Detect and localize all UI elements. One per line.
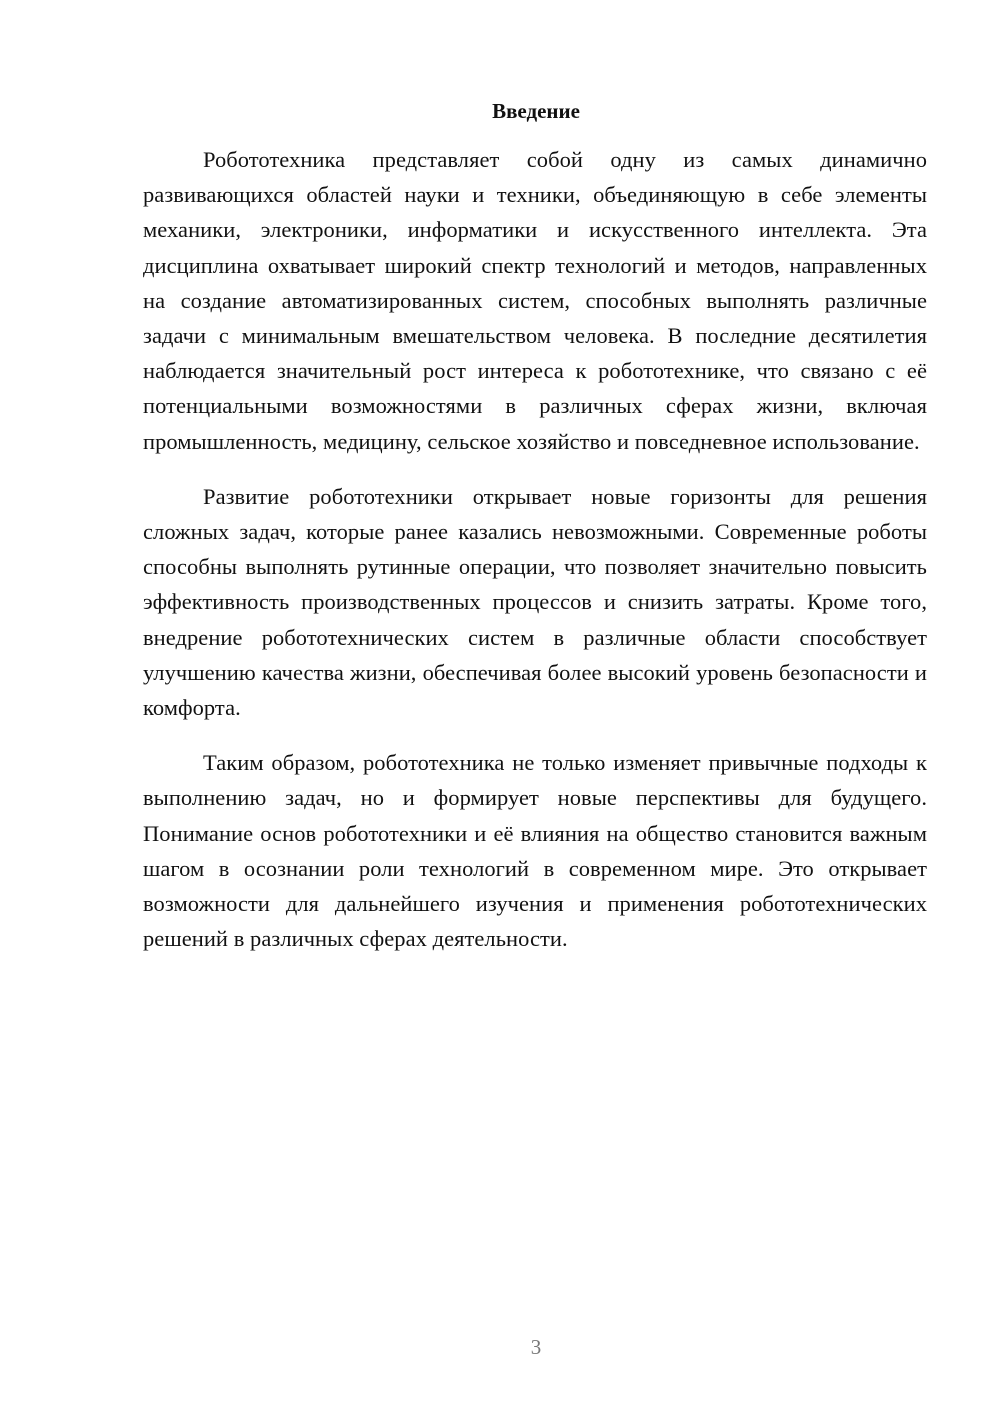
paragraph-3: Таким образом, робототехника не только изменяет привычные подходы к выполнению задач, но и формирует новые перспективы для будущего. Понимание основ робототехники и её влияния на общество становится важным шагом в осознании роли технологий в современном мире. Это открывает возможности для дальнейшего изучения и применения робототехнических решений в различных сферах деятельности. — [143, 750, 927, 952]
page-number: 3 — [530, 1335, 542, 1359]
body-text — [143, 142, 927, 976]
section-title: Введение — [492, 99, 580, 123]
paragraph-1: Робототехника представляет собой одну из самых динамично развивающихся областей науки и техники, объединяющую в себе элементы механики, электроники, информатики и искусственного интеллекта. Эта дисциплина охватывает широкий спектр технологий и методов, направленных на создание автоматизированных систем, способных выполнять различные задачи с минимальным вмешательством человека. В последние десятилетия наблюдается значительный рост интереса к робототехнике, что связано с её потенциальными возможностями в различных сферах жизни, включая промышленность, медицину, сельское хозяйство и повседневное использование. — [143, 147, 927, 454]
paragraph-2: Развитие робототехники открывает новые горизонты для решения сложных задач, которые ранее казались невозможными. Современные роботы способны выполнять рутинные операции, что позволяет значительно повысить эффективность производственных процессов и снизить затраты. Кроме того, внедрение робототехнических систем в различные области способствует улучшению качества жизни, обеспечивая более высокий уровень безопасности и комфорта. — [143, 483, 927, 721]
